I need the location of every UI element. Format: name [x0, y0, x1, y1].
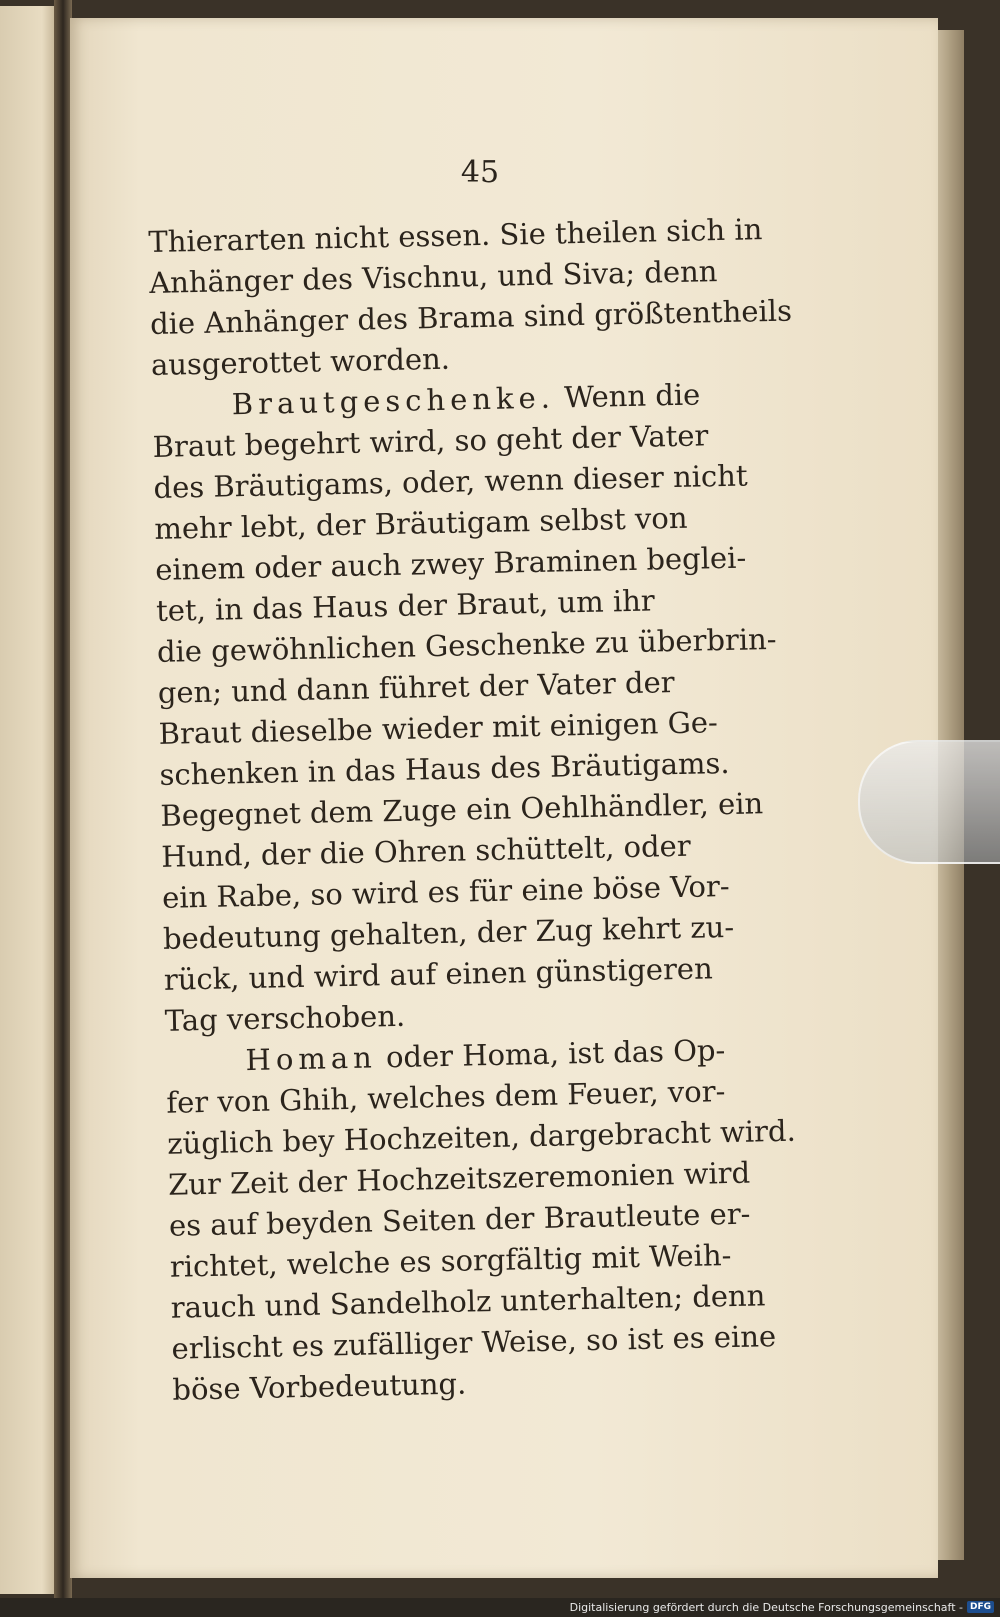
page-text	[148, 208, 825, 1410]
text-line: Hund, der die Ohren schüttelt, oder	[160, 828, 691, 874]
paragraph-1	[148, 208, 803, 386]
page-number: 45	[460, 155, 500, 190]
text-line: Zur Zeit der Hochzeitszeremonien wird	[167, 1155, 751, 1202]
entry-heading: Homan	[245, 1040, 378, 1078]
text-line: Begegnet dem Zuge ein Oehlhändler, ein	[160, 786, 764, 833]
text-line: tet, in das Haus der Braut, um ihr	[155, 583, 656, 628]
text-line: die Anhänger des Brama sind größtentheils	[149, 293, 793, 341]
text-line: gen; und dann führet der Vater der	[157, 665, 675, 710]
text-line: böse Vorbedeutung.	[172, 1366, 467, 1407]
left-page-edge	[0, 6, 60, 1594]
text-line: Braut dieselbe wieder mit einigen Ge-	[158, 705, 719, 751]
digitization-footer	[570, 1599, 994, 1615]
text-line: es auf beyden Seiten der Brautleute er-	[168, 1196, 751, 1243]
paragraph-2	[151, 372, 817, 1042]
text-line: züglich bey Hochzeiten, dargebracht wird.	[166, 1113, 797, 1161]
text-line: des Bräutigams, oder, wenn dieser nicht	[153, 458, 748, 505]
footer-text: Digitalisierung gefördert durch die Deutsche Forschungsgemeinschaft -	[569, 1600, 963, 1614]
text-line: bedeutung gehalten, der Zug kehrt zu-	[162, 909, 735, 956]
text-line: Anhänger des Vischnu, und Siva; denn	[148, 254, 718, 300]
text-line: ein Rabe, so wird es für eine böse Vor-	[161, 868, 730, 915]
text-line: Tag verschoben.	[164, 998, 406, 1038]
text-line: Braut begehrt wird, so geht der Vater	[152, 418, 709, 464]
text-line: fer von Ghih, welches dem Feuer, vor-	[166, 1074, 726, 1120]
text-line: einem oder auch zwey Braminen beglei-	[154, 540, 747, 587]
text-line: rück, und wird auf einen günstigeren	[163, 951, 714, 997]
dfg-logo: DFG	[967, 1601, 994, 1613]
text-line: rauch und Sandelholz unterhalten; denn	[170, 1278, 766, 1325]
paragraph-3	[165, 1028, 825, 1411]
glass-page-clip	[858, 740, 1000, 864]
text-line: Thierarten nicht essen. Sie theilen sich in	[148, 212, 763, 259]
text-line: die gewöhnlichen Geschenke zu überbrin-	[156, 621, 777, 669]
text-line: oder Homa, ist das Op-	[376, 1033, 726, 1075]
text-line: richtet, welche es sorgfältig mit Weih-	[169, 1238, 732, 1284]
text-line: erlischt es zufälliger Weise, so ist es eine	[171, 1319, 777, 1366]
text-line: schenken in das Haus des Bräutigams.	[159, 745, 730, 792]
text-line: mehr lebt, der Bräutigam selbst von	[154, 500, 688, 546]
entry-heading: Brautgeschenke.	[231, 380, 556, 422]
text-line: ausgerottet worden.	[150, 341, 451, 382]
text-line: Wenn die	[554, 377, 701, 415]
